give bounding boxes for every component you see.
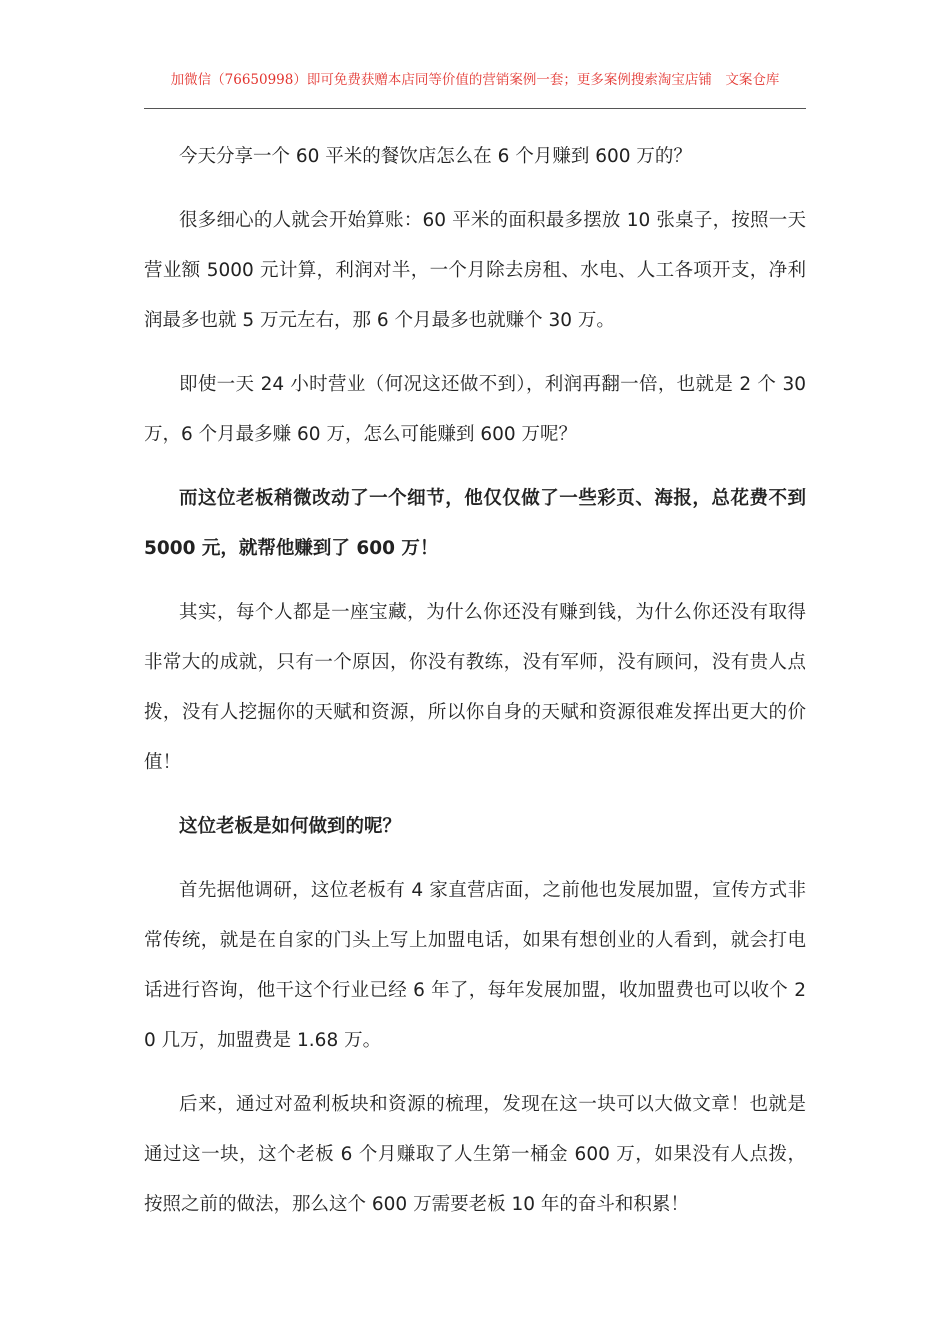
article-body	[144, 132, 806, 1244]
paragraph-highlight: 而这位老板稍微改动了一个细节，他仅仅做了一些彩页、海报，总花费不到 5000 元，就帮他赚到了 600 万！	[144, 488, 806, 559]
paragraph-treasure: 其实，每个人都是一座宝藏，为什么你还没有赚到钱，为什么你还没有取得非常大的成就，只有一个原因，你没有教练，没有军师，没有顾问，没有贵人点拨，没有人挖掘你的天赋和资源，所以你自身的天赋和资源很难发挥出更大的价值！	[144, 602, 806, 773]
promo-header: 加微信（76650998）即可免费获赠本店同等价值的营销案例一套；更多案例搜索淘宝店铺 文案仓库	[170, 72, 780, 88]
paragraph-calculation: 很多细心的人就会开始算账：60 平米的面积最多摆放 10 张桌子，按照一天营业额 5000 元计算，利润对半，一个月除去房租、水电、人工各项开支，净利润最多也就 5 万元左右，那 6 个月最多也就赚个 30 万。	[144, 210, 806, 331]
paragraph-result: 后来，通过对盈利板块和资源的梳理，发现在这一块可以大做文章！也就是通过这一块，这个老板 6 个月赚取了人生第一桶金 600 万，如果没有人点拨，按照之前的做法，那么这个 600 万需要老板 10 年的奋斗和积累！	[144, 1094, 806, 1215]
paragraph-24-hours: 即使一天 24 小时营业（何况这还做不到），利润再翻一倍，也就是 2 个 30 万，6 个月最多赚 60 万，怎么可能赚到 600 万呢？	[144, 374, 806, 445]
paragraph-research: 首先据他调研，这位老板有 4 家直营店面，之前他也发展加盟，宣传方式非常传统，就是在自家的门头上写上加盟电话，如果有想创业的人看到，就会打电话进行咨询，他干这个行业已经 6 年了，每年发展加盟，收加盟费也可以收个 20 几万，加盟费是 1.68 万。	[144, 880, 806, 1051]
section-heading: 这位老板是如何做到的呢？	[179, 816, 402, 837]
paragraph-intro: 今天分享一个 60 平米的餐饮店怎么在 6 个月赚到 600 万的？	[179, 146, 692, 167]
header-divider	[144, 108, 806, 109]
